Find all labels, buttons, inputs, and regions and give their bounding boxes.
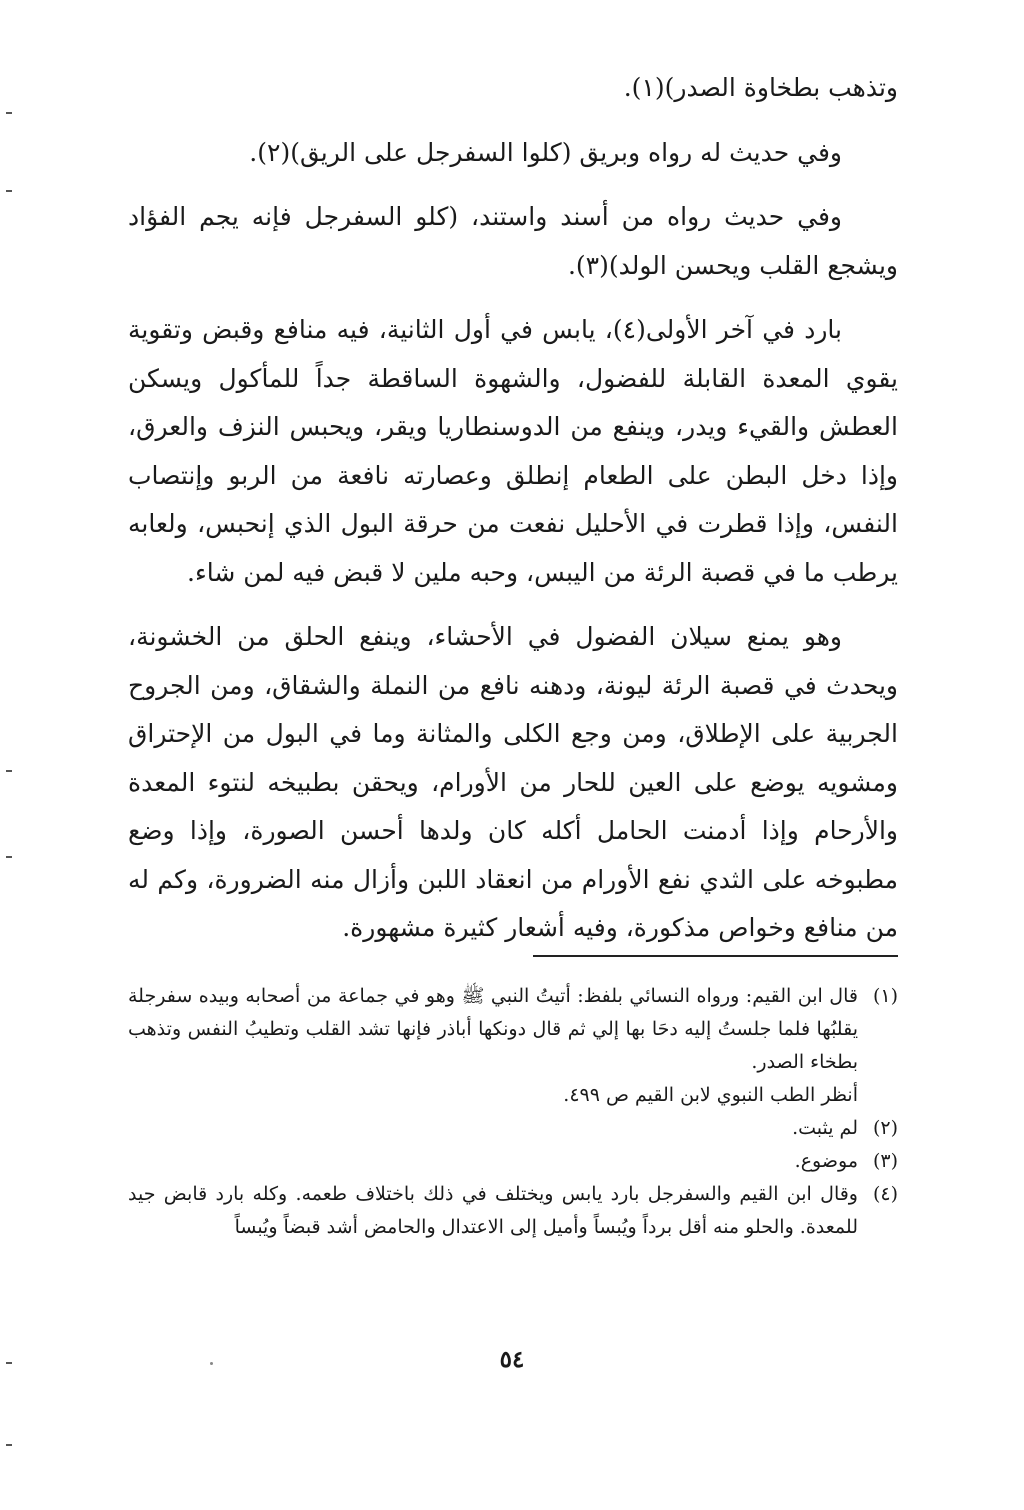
paragraph-3: وفي حديث رواه من أسند واستند، (كلو السفرجل فإنه يجم الفؤاد ويشجع القلب ويحسن الولد)(٣). xyxy=(128,202,898,280)
paragraph-5: وهو يمنع سيلان الفضول في الأحشاء، وينفع الحلق من الخشونة، ويحدث في قصبة الرئة ليونة، ودهنه نافع من النملة والشقاق، ومن الجروح الجربية على الإطلاق، ومن وجع الكلى والمثانة وما في البول من الإحتراق ومشويه يوضع على العين للحار من الأورام، ويحقن بطبيخه لنتوء المعدة والأرحام وإذا أدمنت الحامل أكله كان ولدها أحسن الصورة، وإذا وضع مطبوخه على الثدي نفع الأورام من انعقاد اللبن وأزال منه الضرورة، وكم له من منافع وخواص مذكورة، وفيه أشعار كثيرة مشهورة. xyxy=(128,622,898,942)
footnotes xyxy=(128,980,898,1244)
footnote-number: (٤) xyxy=(872,1183,898,1205)
footnote-2 xyxy=(128,1112,898,1145)
footnote-text: لم يثبت. xyxy=(792,1117,858,1139)
scan-speck xyxy=(210,1362,213,1365)
footnote-number: (١) xyxy=(872,985,898,1007)
footnote-separator xyxy=(533,955,898,957)
scan-edge-mark xyxy=(6,1362,12,1364)
paragraph-2: وفي حديث له رواه وبريق (كلوا السفرجل على الريق)(٢). xyxy=(249,137,842,167)
scan-edge-mark xyxy=(6,190,12,192)
footnote-number: (٣) xyxy=(872,1150,898,1172)
footnote-4 xyxy=(128,1178,898,1244)
paragraph-4: بارد في آخر الأولى(٤)، يابس في أول الثانية، فيه منافع وقبض وتقوية يقوي المعدة القابلة للفضول، والشهوة الساقطة جداً للمأكول ويسكن العطش والقيء ويدر، وينفع من الدوسنطاريا ويقر، ويحبس النزف والعرق، وإذا دخل البطن على الطعام إنطلق وعصارته نافعة من الربو وإنتصاب النفس، وإذا قطرت في الأحليل نفعت من حرقة البول الذي إنحبس، ولعابه يرطب ما في قصبة الرئة من اليبس، وحبه ملين لا قبض فيه لمن شاء. xyxy=(128,315,898,587)
scan-edge-mark xyxy=(6,1444,12,1446)
footnote-1-reference: أنظر الطب النبوي لابن القيم ص ٤٩٩. xyxy=(563,1084,858,1106)
scan-edge-mark xyxy=(6,112,12,114)
scan-edge-mark xyxy=(6,770,12,772)
scan-edge-mark xyxy=(6,856,12,858)
paragraph-1: وتذهب بطخاوة الصدر)(١). xyxy=(623,73,898,102)
footnote-text: وقال ابن القيم والسفرجل بارد يابس ويختلف في ذلك باختلاف طعمه. وكله بارد قابض جيد للمعدة. والحلو منه أقل برداً ويُبساً وأميل إلى الاعتدال والحامض أشد قبضاً ويُبساً xyxy=(128,1183,858,1238)
main-text xyxy=(128,64,898,969)
footnote-3 xyxy=(128,1145,898,1178)
page-number: ٥٤ xyxy=(499,1346,525,1373)
footnote-text: قال ابن القيم: ورواه النسائي بلفظ: أتيتُ النبي ﷺ وهو في جماعة من أصحابه وبيده سفرجلة يقلبُها فلما جلستُ إليه دحَا بها إلي ثم قال دونكها أباذر فإنها تشد القلب وتطيبُ النفس وتذهب بطخاء الصدر. xyxy=(128,985,858,1073)
footnote-number: (٢) xyxy=(872,1117,898,1139)
footnote-text: موضوع. xyxy=(794,1150,858,1172)
footnote-1 xyxy=(128,980,898,1079)
